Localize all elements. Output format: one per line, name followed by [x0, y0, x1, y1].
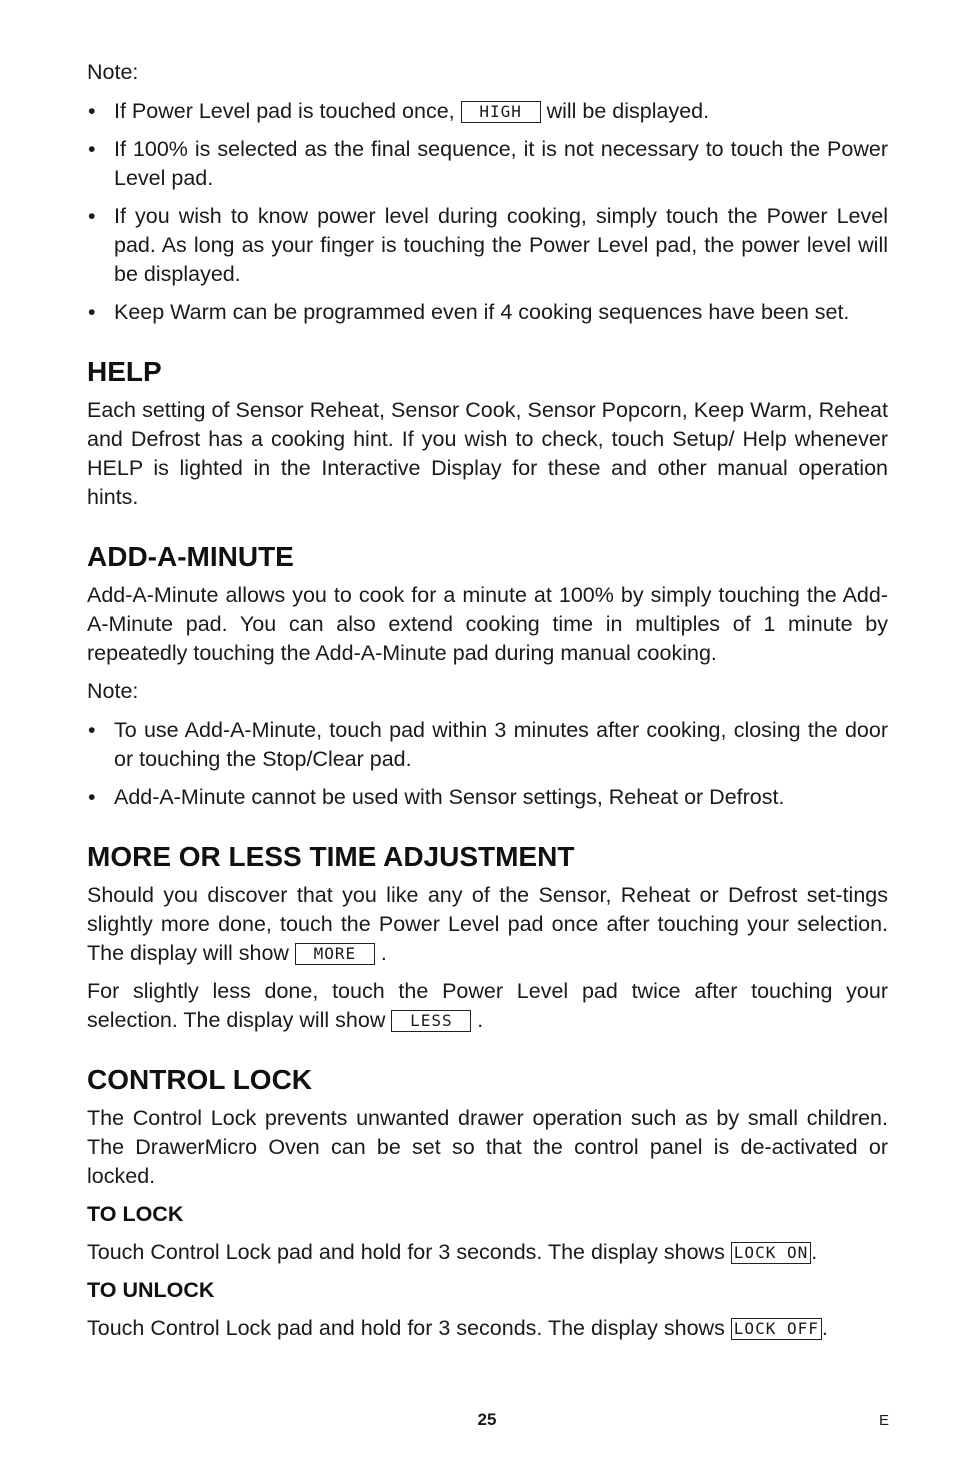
to-lock-instruction: Touch Control Lock pad and hold for 3 seconds. The display shows LOCK ON .: [87, 1240, 818, 1264]
display-more: MORE: [295, 943, 375, 965]
to-unlock-heading: TO UNLOCK: [87, 1278, 215, 1302]
display-lock-off: LOCK OFF: [731, 1318, 822, 1340]
display-lock-on: LOCK ON: [731, 1242, 811, 1264]
add-a-minute-body: Add-A-Minute allows you to cook for a minute at 100% by simply touching the Add-A-Minute pad. You can also extend cooking time in multiples of 1 minute by repeatedly touching the Add-A-Minute pad during manual cooking.: [87, 583, 888, 665]
help-heading: HELP: [87, 356, 162, 387]
to-lock-heading: TO LOCK: [87, 1202, 184, 1226]
note-label: Note:: [87, 679, 139, 703]
list-item: • If Power Level pad is touched once, HIGH will be displayed.: [87, 97, 888, 126]
more-less-heading: MORE OR LESS TIME ADJUSTMENT: [87, 841, 575, 872]
add-a-minute-heading: ADD-A-MINUTE: [87, 541, 294, 572]
to-unlock-instruction: Touch Control Lock pad and hold for 3 seconds. The display shows LOCK OFF .: [87, 1316, 828, 1340]
note-label: Note:: [87, 60, 139, 84]
more-less-paragraph-1: Should you discover that you like any of the Sensor, Reheat or Defrost set-tings slightly more done, touch the Power Level pad once after touching your selection. The display will show MORE .: [87, 883, 888, 965]
control-lock-body: The Control Lock prevents unwanted drawer operation such as by small children. The DrawerMicro Oven can be set so that the control panel is de-activated or locked.: [87, 1106, 888, 1188]
add-a-minute-notes: [87, 716, 888, 812]
language-marker: E: [879, 1412, 890, 1429]
page-content: [87, 58, 888, 1343]
display-less: LESS: [391, 1010, 471, 1032]
page-number: 25: [477, 1410, 497, 1429]
help-body: Each setting of Sensor Reheat, Sensor Cook, Sensor Popcorn, Keep Warm, Reheat and Defrost has a cooking hint. If you wish to check, touch Setup/ Help whenever HELP is lighted in the Interactive Display for these and other manual operation hints.: [87, 398, 888, 509]
list-item: • To use Add-A-Minute, touch pad within 3 minutes after cooking, closing the door or touching the Stop/Clear pad.: [87, 716, 888, 774]
power-level-notes: [87, 97, 888, 327]
control-lock-heading: CONTROL LOCK: [87, 1064, 313, 1095]
more-less-paragraph-2: For slightly less done, touch the Power Level pad twice after touching your selection. The display will show LESS .: [87, 979, 888, 1032]
list-item: • If 100% is selected as the final sequence, it is not necessary to touch the Power Level pad.: [87, 135, 888, 193]
display-high: HIGH: [461, 101, 541, 123]
list-item: • If you wish to know power level during cooking, simply touch the Power Level pad. As long as your finger is touching the Power Level pad, the power level will be displayed.: [87, 202, 888, 289]
list-item: • Add-A-Minute cannot be used with Sensor settings, Reheat or Defrost.: [87, 783, 888, 812]
list-item: • Keep Warm can be programmed even if 4 cooking sequences have been set.: [87, 298, 888, 327]
